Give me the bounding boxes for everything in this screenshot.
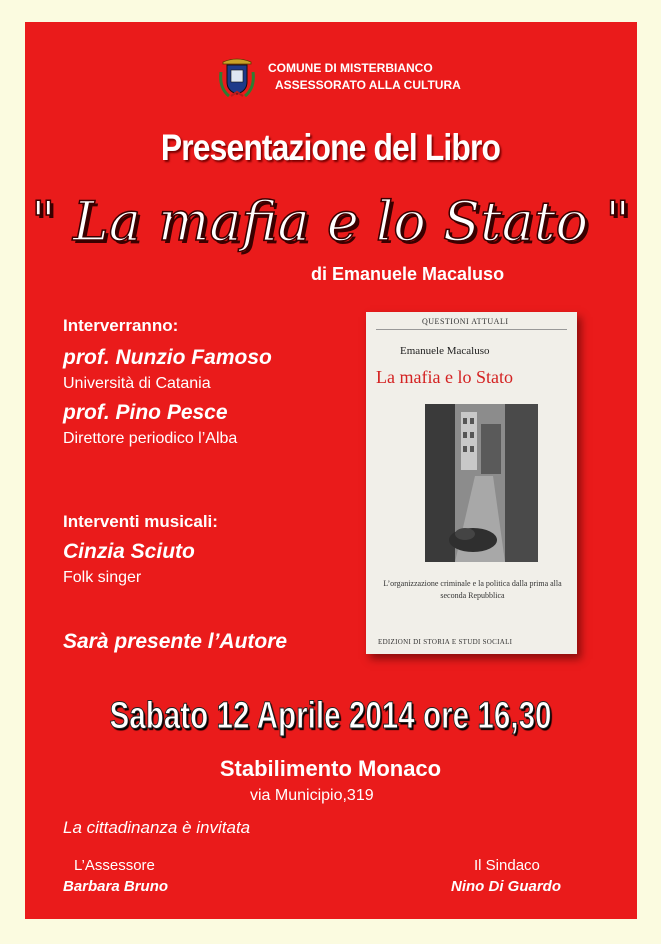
book-cover: [366, 312, 577, 654]
speaker-role: Università di Catania: [63, 375, 211, 392]
author-present-note: Sarà presente l’Autore: [63, 630, 288, 653]
cover-subtitle: L’organizzazione criminale e la politica dalla prima alla seconda Repubblica: [383, 579, 562, 600]
musician-name: Cinzia Sciuto: [63, 540, 195, 563]
invitation-text: La cittadinanza è invitata: [63, 818, 251, 837]
assessorato-name: ASSESSORATO ALLA CULTURA: [275, 78, 461, 92]
signature-left-name: Barbara Bruno: [63, 878, 169, 895]
cover-series: QUESTIONI ATTUALI: [422, 317, 509, 326]
musician-role: Folk singer: [63, 569, 142, 586]
signature-right-name: Nino Di Guardo: [451, 878, 561, 895]
speaker-name: prof. Pino Pesce: [63, 401, 228, 424]
event-venue: Stabilimento Monaco: [219, 756, 442, 781]
comune-name: COMUNE DI MISTERBIANCO: [268, 61, 433, 75]
cover-divider: [376, 329, 567, 330]
speakers-label: Interverranno:: [63, 316, 179, 335]
cover-author: Emanuele Macaluso: [400, 345, 490, 357]
event-address: via Municipio,319: [250, 787, 374, 804]
coat-of-arms-icon: [217, 56, 257, 100]
cover-publisher: EDIZIONI DI STORIA E STUDI SOCIALI: [378, 638, 513, 646]
event-date: Sabato 12 Aprile 2014 ore 16,30: [109, 695, 552, 737]
presentation-heading: Presentazione del Libro: [160, 127, 501, 168]
book-title: " La mafia e lo Stato ": [30, 190, 631, 253]
book-author: di Emanuele Macaluso: [311, 264, 505, 284]
cover-title: La mafia e lo Stato: [376, 367, 513, 387]
speaker-role: Direttore periodico l’Alba: [63, 430, 238, 447]
music-label: Interventi musicali:: [63, 512, 218, 531]
signature-left-title: L’Assessore: [74, 857, 155, 874]
signature-right-title: Il Sindaco: [474, 857, 540, 874]
cover-photo: [425, 404, 538, 562]
speaker-name: prof. Nunzio Famoso: [63, 346, 272, 369]
